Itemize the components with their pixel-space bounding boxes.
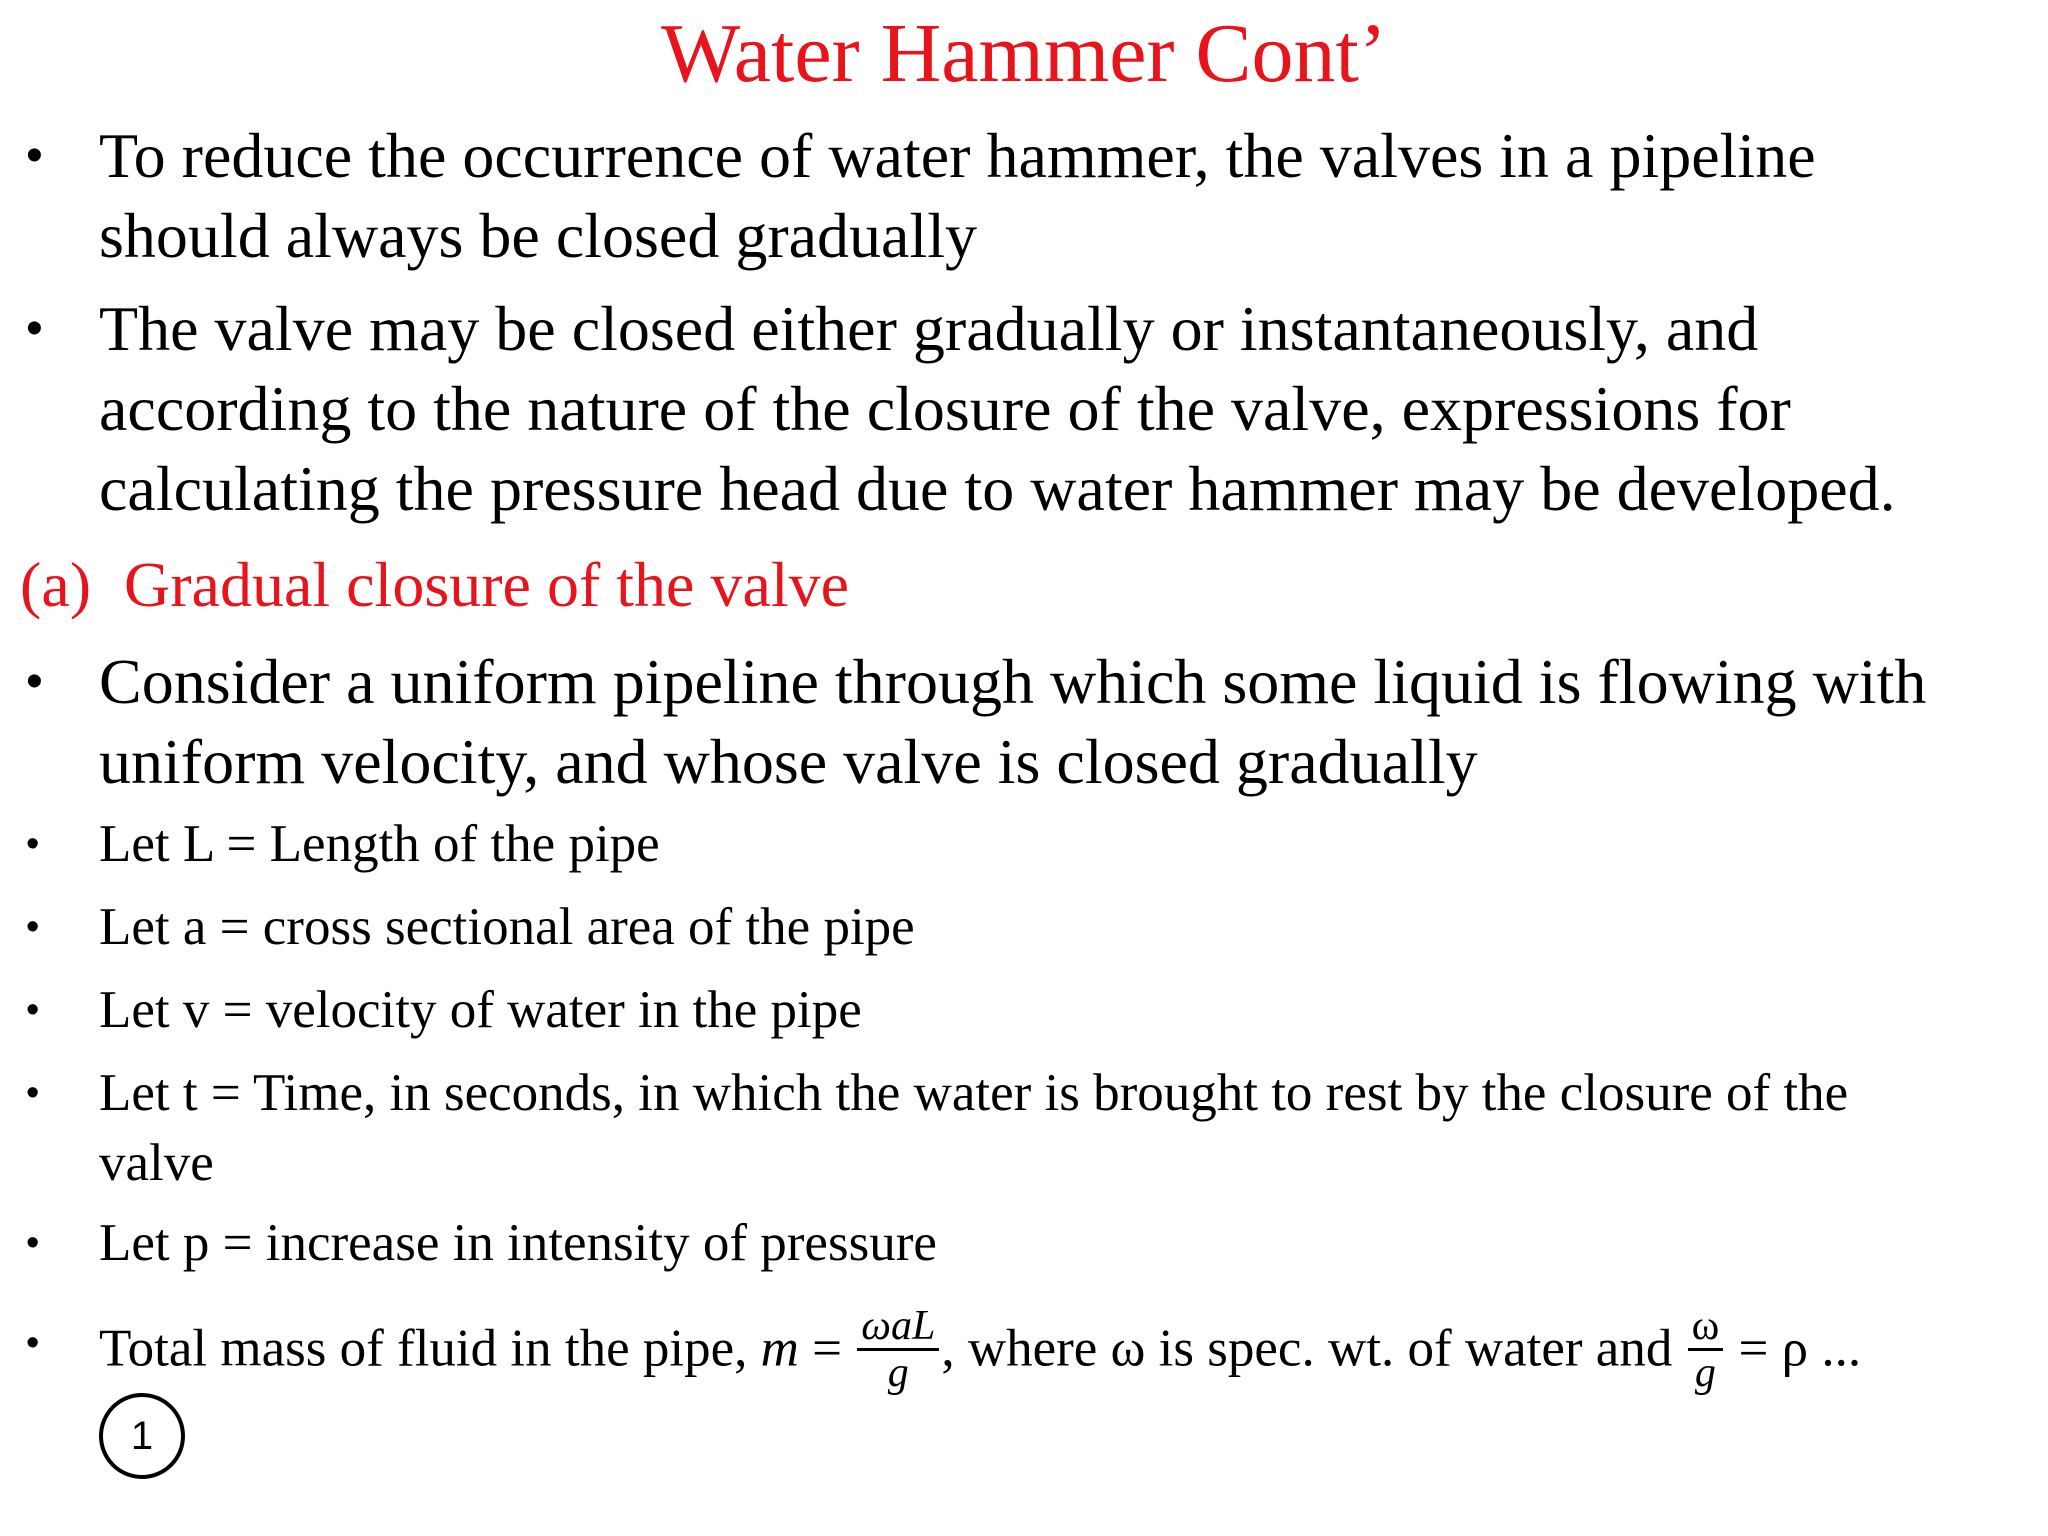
bullet-line: The valve may be closed either gradually or instantaneously, and	[99, 293, 1759, 364]
definition-text	[99, 1058, 1848, 1198]
subheading-marker: (a)	[20, 549, 92, 620]
bullet-dot: •	[26, 1222, 40, 1264]
bullet-dot: •	[26, 129, 43, 182]
bullet-dot: •	[26, 302, 43, 355]
bullet-line: uniform velocity, and whose valve is closed gradually	[99, 726, 1478, 797]
definition-text: Let p = increase in intensity of pressure	[99, 1214, 937, 1272]
definition-text: Let L = Length of the pipe	[99, 815, 660, 873]
bullet-dot: •	[26, 989, 40, 1031]
mass-equation-suffix: = ρ ...	[1738, 1319, 1862, 1378]
fraction-denominator: g	[1694, 1350, 1716, 1396]
subheading-gradual-closure	[20, 545, 849, 625]
mass-equation-prefix: Total mass of fluid in the pipe,	[99, 1319, 748, 1378]
equation-number-badge: 1	[99, 1393, 185, 1479]
bullet-dot: •	[26, 823, 40, 865]
equals-sign: =	[812, 1319, 843, 1378]
definition-line: valve	[99, 1134, 214, 1192]
definition-text: Let a = cross sectional area of the pipe	[99, 898, 915, 956]
subheading-text: Gradual closure of the valve	[124, 549, 850, 620]
bullet-text	[99, 642, 1926, 802]
fraction-omega-a-l-over-g	[857, 1304, 939, 1395]
definition-text: Let v = velocity of water in the pipe	[99, 981, 862, 1039]
definition-line: Let t = Time, in seconds, in which the water is brought to rest by the closure of the	[99, 1064, 1849, 1122]
bullet-dot: •	[26, 655, 43, 708]
bullet-line: calculating the pressure head due to water hammer may be developed.	[99, 453, 1896, 524]
bullet-text	[99, 289, 1896, 529]
bullet-dot: •	[26, 1322, 40, 1364]
fraction-numerator: ω	[1688, 1304, 1724, 1351]
bullet-line: To reduce the occurrence of water hammer, the valves in a pipeline	[99, 120, 1816, 191]
bullet-dot: •	[26, 906, 40, 948]
bullet-line: according to the nature of the closure of the valve, expressions for	[99, 373, 1791, 444]
bullet-dot: •	[26, 1072, 40, 1114]
slide-title: Water Hammer Cont’	[661, 7, 1387, 100]
bullet-text	[99, 116, 1816, 276]
mass-equation-middle: , where ω is spec. wt. of water and	[941, 1319, 1673, 1378]
mass-equation	[99, 1303, 1862, 1399]
bullet-line: should always be closed gradually	[99, 200, 977, 271]
fraction-numerator: ωaL	[857, 1304, 939, 1351]
fraction-omega-over-g	[1688, 1304, 1724, 1395]
bullet-line: Consider a uniform pipeline through which some liquid is flowing with	[99, 646, 1927, 717]
mass-symbol: m	[760, 1319, 799, 1378]
fraction-denominator: g	[887, 1350, 909, 1396]
